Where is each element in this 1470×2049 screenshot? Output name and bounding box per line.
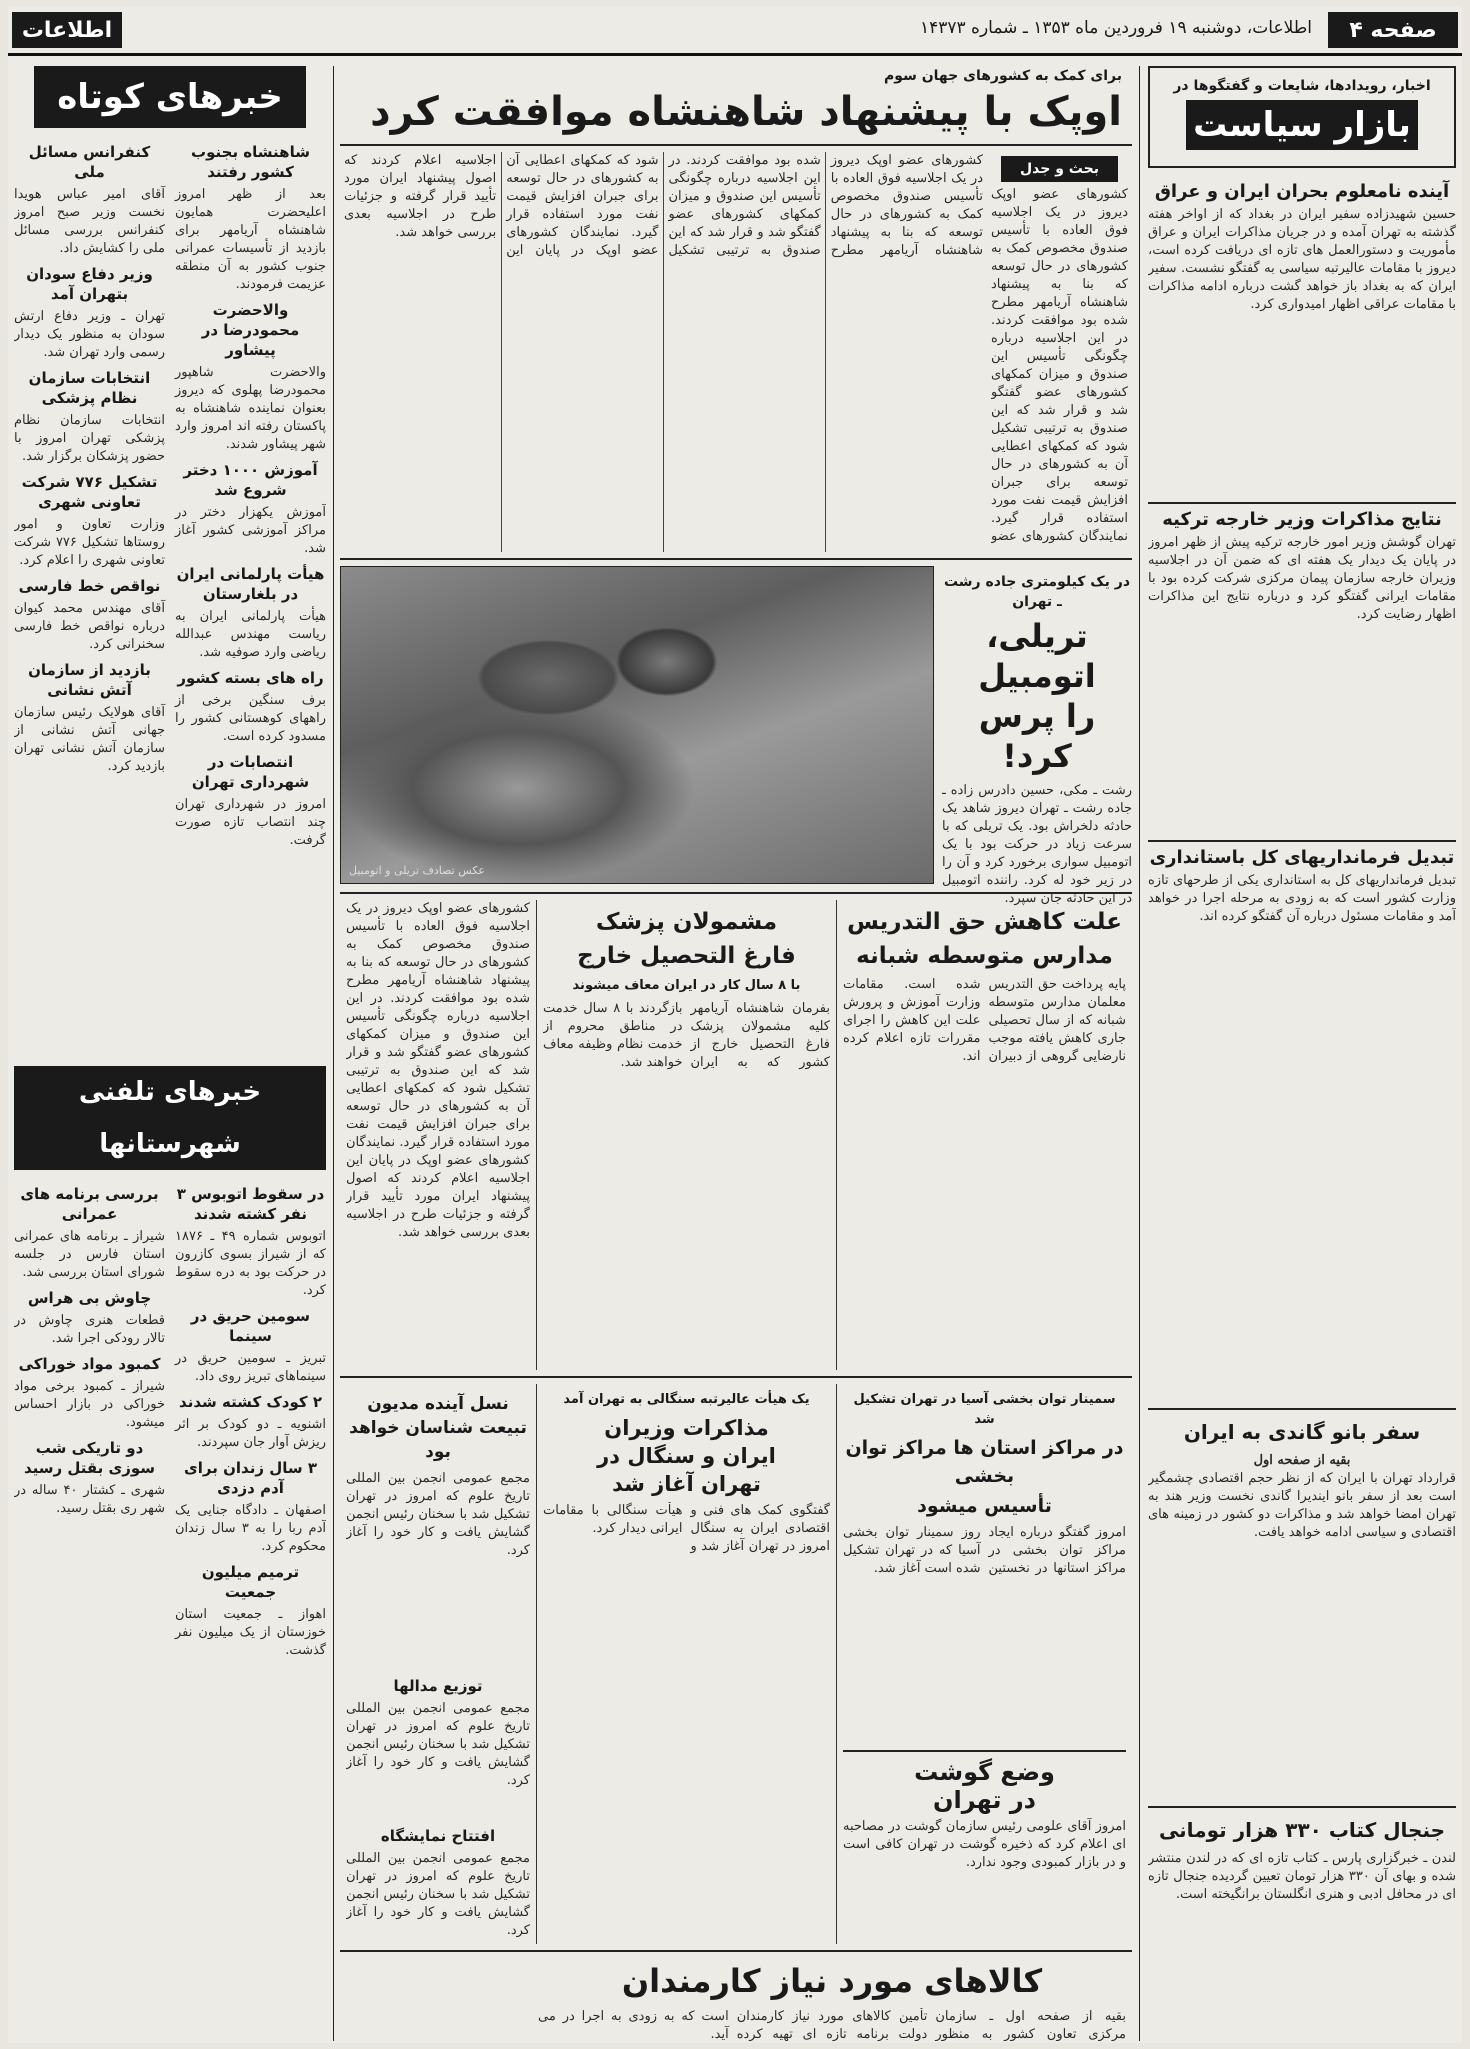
news-body: شیراز ـ کمبود برخی مواد خوراکی در بازار احساس میشود. [14, 1379, 165, 1430]
survey-body: مجمع عمومی انجمن بین المللی تاریخ علوم که امروز در تهران تشکیل شد با سخنان رئیس انجمن گشایش یافت و کار خود را آغاز کرد. [346, 1701, 530, 1788]
news-headline: وزیر دفاع سودان بتهران آمد [26, 265, 153, 303]
provinces-col [175, 1178, 326, 1660]
goods-headline: کالاهای مورد نیاز کارمندان [621, 1962, 1043, 2000]
accident-headline-2: را پرس کرد! [978, 697, 1096, 775]
section-title: بازار سیاست [1186, 100, 1418, 150]
teachers-headline-2: مدارس متوسطه شبانه [856, 943, 1113, 969]
news-headline: راه های بسته کشور [177, 669, 324, 687]
news-headline: آموزش ۱۰۰۰ دختر شروع شد [183, 461, 318, 499]
news-headline: ترمیم میلیون جمعیت [201, 1563, 300, 1601]
right-column [1148, 66, 1456, 2041]
lead-sidebar [987, 152, 1132, 552]
goods-body: بقیه از صفحه اول ـ سازمان مرکزی تعاون کشور به منظور تأمین کالاهای مورد نیاز کارمندان دولت برنامه تازه ای تهیه کرده است که به زودی به اجرا در می آید. [538, 2009, 1126, 2041]
news-body: وزارت تعاون و امور روستاها تشکیل ۷۷۶ شرکت تعاونی شهری را اعلام کرد. [14, 517, 166, 568]
lead-body-continued: کشورهای عضو اوپک دیروز در یک اجلاسیه فوق العاده با تأسیس صندوق مخصوص کمک به کشورهای در حال توسعه که بنا به پیشنهاد شاهنشاه آریامهر مطرح شده بود موافقت کردند. در این اجلاسیه درباره چگونگی تأسیس این صندوق و میزان کمکهای کشورهای عضو گفتگو شد و قرار شد که این صندوق به ترتیبی تشکیل شود که کمکهای اعطایی آن به کشورهای در حال توسعه برای جبران افزایش قیمت نفت مورد استفاده قرار گیرد. نمایندگان کشورهای عضو اوپک در پایان این اجلاسیه اعلام کردند که اصول پیشنهاد ایران مورد تأیید قرار گرفته و جزئیات طرح در اجلاسیه بعدی بررسی خواهد شد. [346, 901, 530, 1240]
news-body: آقای امیر عباس هویدا نخست وزیر صبح امروز کنفرانس بررسی مسائل ملی را کشایش داد. [14, 187, 165, 256]
date-line: اطلاعات، دوشنبه ۱۹ فروردین ماه ۱۳۵۳ ـ شماره ۱۴۳۷۳ [919, 18, 1312, 38]
lead-subbox: بحث و جدل [1001, 156, 1118, 182]
finland-kicker: یک هیأت عالیرتبه سنگالی به تهران آمد [563, 1392, 810, 1407]
lead-headline: اوپک با پیشنهاد شاهنشاه موافقت کرد [370, 89, 1122, 135]
survey-subhead: افتتاح نمایشگاه [380, 1827, 496, 1845]
survey-body: مجمع عمومی انجمن بین المللی تاریخ علوم که امروز در تهران تشکیل شد با سخنان رئیس انجمن گشایش یافت و کار خود را آغاز کرد. [346, 1471, 530, 1558]
short-news-col [14, 136, 165, 850]
divider [1148, 1408, 1456, 1410]
divider [1148, 1806, 1456, 1808]
finland-headline-1: مذاکرات وزیران [604, 1416, 769, 1440]
news-body: آموزش یکهزار دختر در مراکز آموزشی کشور آغاز شد. [175, 505, 326, 556]
news-body: والاحضرت شاهپور محمودرضا پهلوی که دیروز بعنوان نماینده شاهنشاه به پاکستان رفته اند امروز وارد شهر پیشاور شدند. [175, 365, 326, 452]
lead-continuation [340, 900, 536, 1370]
page-header [8, 6, 1462, 56]
accident-body: رشت ـ مکی، حسین دادرس زاده ـ جاده رشت ـ تهران دیروز شاهد یک حادثه دلخراش بود. یک تریلی که با سرعت زیاد در حرکت بود با یک اتومبیل سواری برخورد کرد و آن را در زیر خود له کرد. راننده اتومبیل در این حادثه جان سپرد. [942, 783, 1132, 906]
provinces-title: خبرهای تلفنی شهرستانها [14, 1066, 326, 1170]
story-subhead: بقیه از صفحه اول [1253, 1453, 1351, 1468]
news-headline: انتخابات سازمان نظام پزشکی [28, 369, 151, 407]
accident-kicker: در یک کیلومتری جاده رشت ـ تهران [943, 574, 1131, 610]
finland-headline-2: ایران و سنگال در [597, 1444, 776, 1468]
survey-col [340, 1384, 536, 1944]
news-body: شیراز ـ برنامه های عمرانی استان فارس در جلسه شورای استان بررسی شد. [14, 1229, 165, 1280]
teachers-story [836, 900, 1132, 1370]
story-body: لندن ـ خبرگزاری پارس ـ کتاب تازه ای که در لندن منتشر شده و بهای آن ۳۳۰ هزار تومان تعیین گردیده جنجال تازه ای در محافل ادبی و هنری انگلستان برانگیخته است. [1148, 1851, 1456, 1902]
accident-story [340, 566, 1132, 906]
news-headline: کنفرانس مسائل ملی [28, 143, 151, 181]
provinces-section [14, 1066, 326, 1660]
teachers-body: پایه پرداخت حق التدریس معلمان مدارس متوسطه شبانه که از سال تحصیلی جاری کاهش یافته موجب نارضایی گروهی از دبیران شده است. مقامات وزارت آموزش و پرورش علت این کاهش را اجرای مقررات تازه اعلام کرده اند. [843, 977, 1126, 1064]
news-headline: بررسی برنامه های عمرانی [20, 1185, 159, 1223]
news-headline: سومین حریق در سینما [190, 1307, 311, 1345]
news-body: اصفهان ـ دادگاه جنایی یک آدم ربا را به ۳ سال زندان محکوم کرد. [175, 1503, 326, 1554]
news-headline: انتصابات در شهرداری تهران [191, 753, 310, 791]
divider [1148, 502, 1456, 504]
news-body: تهران ـ وزیر دفاع ارتش سودان به منظور یک دیدار رسمی وارد تهران شد. [14, 309, 165, 360]
survey-subhead: توزیع مدالها [393, 1677, 483, 1695]
news-headline: نواقص خط فارسی [18, 577, 161, 595]
short-news-title: خبرهای کوتاه [34, 66, 306, 128]
story-body: تهران گوشش وزیر امور خارجه ترکیه پیش از ظهر امروز در پایان یک دیدار یک هفته ای که ضمن آن در اجلاسیه وزیران خارجه سازمان پیمان مرکزی شرکت کرده بود با مقامات ایرانی گفتگو کرد و درباره نتایج این مذاکرات اظهار رضایت کرد. [1148, 535, 1456, 622]
story-headline: سفر بانو گاندی به ایران [1183, 1420, 1421, 1444]
story-headline: جنجال کتاب ۳۳۰ هزار تومانی [1158, 1818, 1446, 1842]
lead-story [340, 152, 1132, 552]
news-headline: شاهنشاه بجنوب کشور رفتند [191, 143, 310, 181]
divider [340, 558, 1132, 560]
news-body: بعد از ظهر امروز اعلیحضرت همایون شاهنشاه آریامهر برای بازدید از تأسیسات عمرانی جنوب کشور به آن منطقه عزیمت فرمودند. [175, 187, 326, 292]
accident-headline-1: تریلی، اتومبیل [978, 617, 1096, 695]
divider [1148, 840, 1456, 842]
meat-headline-1: وضع گوشت [914, 1758, 1055, 1786]
news-headline: در سقوط اتوبوس ۳ نفر کشته شدند [176, 1185, 325, 1223]
news-body: شهری ـ کشتار ۴۰ ساله در شهر ری بقتل رسید. [14, 1483, 165, 1516]
middle-row [340, 900, 1132, 1370]
short-news-col [175, 136, 326, 850]
section-kicker: اخبار، رویدادها، شایعات و گفتگوها در [1173, 78, 1431, 94]
accident-photo [340, 566, 934, 884]
news-headline: تشکیل ۷۷۶ شرکت تعاونی شهری [21, 473, 158, 511]
news-body: اهواز ـ جمعیت استان خوزستان از یک میلیون نفر گذشت. [175, 1607, 326, 1658]
news-body: آقای مهندس محمد کیوان درباره نواقص خط فارسی سخنرانی کرد. [14, 601, 165, 652]
doctors-subhead: با ۸ سال کار در ایران معاف میشوند [572, 978, 801, 993]
meat-body: امروز آقای علومی رئیس سازمان گوشت در مصاحبه ای اعلام کرد که ذخیره گوشت در تهران کافی است و در بازار کمبودی وجود ندارد. [843, 1819, 1126, 1870]
story-headline: تبدیل فرمانداریهای کل باستانداری [1149, 847, 1455, 868]
story-body: قرارداد تهران با ایران که از نظر حجم اقتصادی چشمگیر است بعد از سفر بانو ایندیرا گاندی نخست وزیر هند به تهران امضا خواهد شد و مذاکرات دو کشور در زمینه های اقتصادی و سیاسی ادامه خواهد یافت. [1148, 1471, 1456, 1540]
story-headline: آینده نامعلوم بحران ایران و عراق [1154, 181, 1450, 202]
news-body: هیأت پارلمانی ایران به ریاست مهندس عبدالله ریاضی وارد صوفیه شد. [175, 609, 326, 660]
doctors-body: بفرمان شاهنشاه آریامهر کلیه مشمولان پزشک فارغ التحصیل خارج از کشور که به ایران بازگردند با ۸ سال خدمت در مناطق محروم از خدمت نظام وظیفه معاف خواهند شد. [543, 1001, 830, 1070]
news-headline: ۳ سال زندان برای آدم دزدی [184, 1459, 317, 1497]
news-headline: دو تاریکی شب سوزی بقتل رسید [23, 1439, 156, 1477]
power-body: امروز گفتگو درباره ایجاد مراکز توان بخشی در مراکز استانها در نخستین روز سمینار توان بخشی آسیا که در تهران تشکیل شده است آغاز شد. [843, 1525, 1126, 1576]
story-headline: نتایج مذاکرات وزیر خارجه ترکیه [1162, 509, 1442, 530]
accident-text [942, 566, 1132, 952]
doctors-headline-2: فارغ التحصیل خارج [577, 943, 796, 969]
finland-body: گفتگوی کمک های فنی و اقتصادی ایران به سنگال امروز در تهران آغاز شد و هیأت سنگالی با مقامات ایرانی دیدار کرد. [543, 1503, 830, 1554]
lead-body: کشورهای عضو اوپک دیروز در یک اجلاسیه فوق العاده با تأسیس صندوق مخصوص کمک به کشورهای در حال توسعه که بنا به پیشنهاد شاهنشاه آریامهر مطرح شده بود موافقت کردند. در این اجلاسیه درباره چگونگی تأسیس این صندوق و میزان کمکهای کشورهای عضو گفتگو شد و قرار شد که این صندوق به ترتیبی تشکیل شود که کمکهای اعطایی آن به کشورهای در حال توسعه برای جبران افزایش قیمت نفت مورد استفاده قرار گیرد. نمایندگان کشورهای عضو اوپک در پایان این اجلاسیه اعلام کردند که اصول پیشنهاد ایران مورد تأیید قرار گرفته و جزئیات طرح در اجلاسیه بعدی بررسی خواهد شد. [344, 153, 983, 258]
news-body: اشنویه ـ دو کودک بر اثر ریزش آوار جان سپردند. [175, 1417, 326, 1450]
lead-body: کشورهای عضو اوپک دیروز در یک اجلاسیه فوق العاده با تأسیس صندوق مخصوص کمک به کشورهای در حال توسعه که بنا به پیشنهاد شاهنشاه آریامهر مطرح شده بود موافقت کردند. در این اجلاسیه درباره چگونگی تأسیس این صندوق و میزان کمکهای کشورهای عضو گفتگو شد و قرار شد که این صندوق به ترتیبی تشکیل شود که کمکهای اعطایی آن به کشورهای در حال توسعه برای جبران افزایش قیمت نفت مورد استفاده قرار گیرد. نمایندگان کشورهای عضو [991, 187, 1128, 544]
divider [340, 144, 1132, 146]
news-body: تبریز ـ سومین حریق در سینماهای تبریز روی داد. [175, 1351, 326, 1384]
left-column [14, 66, 326, 2041]
lower-row [340, 1384, 1132, 1944]
news-body: آقای هولایک رئیس سازمان جهانی آتش نشانی از سازمان آتش نشانی تهران بازدید کرد. [14, 705, 165, 774]
short-news-grid [14, 136, 326, 850]
doctors-story [536, 900, 836, 1370]
column-rule [333, 66, 334, 2041]
news-headline: بازدید از سازمان آتش نشانی [28, 661, 151, 699]
goods-story [532, 1960, 1132, 2041]
news-headline: هیأت پارلمانی ایران در بلغارستان [176, 565, 325, 603]
divider [340, 1376, 1132, 1378]
doctors-headline-1: مشمولان پزشک [595, 909, 778, 935]
finland-headline-3: تهران آغاز شد [612, 1472, 761, 1496]
teachers-headline-1: علت کاهش حق التدریس [847, 909, 1122, 935]
column-rule [1139, 66, 1140, 2041]
section-banner [1148, 66, 1456, 168]
power-headline-2: تأسیس میشود [917, 1495, 1052, 1517]
news-body: انتخابات سازمان نظام پزشکی تهران امروز با حضور پزشکان برگزار شد. [14, 413, 165, 464]
provinces-grid [14, 1178, 326, 1660]
power-headline-1: در مراکز استان ها مراکز توان بخشی [845, 1437, 1124, 1487]
news-headline: والاحضرت محمودرضا در پیشاور [201, 301, 300, 359]
page-number-label: صفحه ۴ [1328, 12, 1458, 48]
survey-headline: نسل آینده مدیون تبیعت شناسان خواهد بود [349, 1394, 527, 1462]
provinces-col [14, 1178, 165, 1660]
center-area [340, 66, 1132, 2041]
news-body: امروز در شهرداری تهران چند انتصاب تازه صورت گرفت. [175, 797, 326, 848]
power-kicker: سمینار توان بخشی آسیا در تهران تشکیل شد [853, 1392, 1116, 1427]
news-headline: چاوش بی هراس [27, 1289, 152, 1307]
photo-alt: عکس تصادف تریلی و اتومبیل [349, 864, 485, 877]
finland-col [536, 1384, 836, 1944]
news-body: اتوبوس شماره ۴۹ ـ ۱۸۷۶ که از شیراز بسوی کازرون در حرکت بود به دره سقوط کرد. [175, 1229, 326, 1298]
newspaper-page [8, 6, 1462, 2043]
story-body: تبدیل فرمانداریهای کل به استانداری یکی از طرحهای تازه وزارت کشور است که به زودی به مرحله اجرا در خواهد آمد و مقامات مسئول درباره آن گفتگو کرده اند. [1148, 873, 1456, 924]
news-body: برف سنگین برخی از راههای کوهستانی کشور را مسدود کرده است. [175, 693, 326, 744]
masthead: اطلاعات [12, 12, 122, 48]
news-body: قطعات هنری چاوش در تالار رودکی اجرا شد. [14, 1313, 165, 1346]
lead-kicker: برای کمک به کشورهای جهان سوم [884, 68, 1122, 84]
divider [843, 1750, 1126, 1752]
power-meat-col [836, 1384, 1132, 1944]
survey-body: مجمع عمومی انجمن بین المللی تاریخ علوم که امروز در تهران تشکیل شد با سخنان رئیس انجمن گشایش یافت و کار خود را آغاز کرد. [346, 1851, 530, 1938]
story-body: حسین شهیدزاده سفیر ایران در بغداد که از اواخر هفته گذشته به تهران آمده و در جریان مذاکرات ایران و عراق مأموریت و دستورالعمل های تازه ای دریافت کرده است، دیروز با مقامات عالیرتبه سیاسی به گفتگو نشست. سفیر ایران که به بغداد باز خواهد گشت درباره ادامه مذاکرات با مقامات عراقی اظهار امیدواری کرد. [1148, 207, 1456, 312]
meat-headline-2: در تهران [933, 1786, 1036, 1814]
news-headline: ۲ کودک کشته شدند [179, 1393, 322, 1411]
news-headline: کمبود مواد خوراکی [18, 1355, 161, 1373]
